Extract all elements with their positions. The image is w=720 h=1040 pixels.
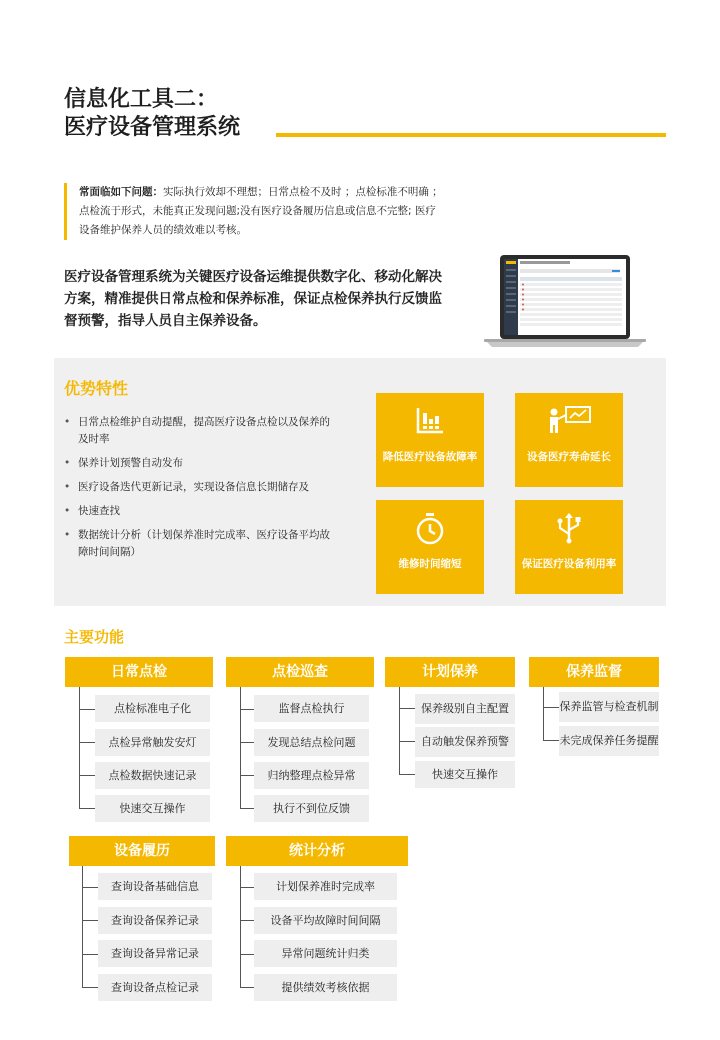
list-item: • 快速查找: [64, 503, 330, 520]
title-line-2: 医疗设备管理系统: [64, 115, 241, 140]
function-item: 未完成保养任务提醒: [559, 726, 659, 756]
function-item: 计划保养准时完成率: [254, 873, 397, 900]
function-item: 查询设备异常记录: [98, 940, 212, 967]
function-item: 保养监管与检查机制: [559, 692, 659, 722]
usb-icon: [554, 512, 584, 544]
function-item: 点检标准电子化: [95, 695, 210, 722]
page-title: [64, 86, 240, 142]
list-item: • 医疗设备迭代更新记录，实现设备信息长期储存及: [64, 479, 330, 496]
functions-title: 主要功能: [64, 628, 125, 646]
problem-text: 实际执行效却不理想；日常点检不及时 ；点检标准不明确 ；点检流于形式，未能真正发现问题;没有医疗设备履历信息或信息不完整; 医疗设备维护保养人员的绩效难以考核。: [79, 186, 443, 236]
stopwatch-icon: [413, 512, 447, 546]
function-item: 查询设备点检记录: [98, 974, 212, 1001]
group-header-planned-maintenance: 计划保养: [385, 657, 515, 687]
group-header-statistics: 统计分析: [226, 836, 408, 866]
function-item: 点检数据快速记录: [95, 762, 210, 789]
tile-label: 设备医疗寿命延长: [527, 451, 611, 463]
function-item: 保养级别自主配置: [415, 694, 515, 724]
list-item: • 日常点检维护自动提醒，提高医疗设备点检以及保养的及时率: [64, 414, 330, 448]
function-item: 异常问题统计归类: [254, 940, 397, 967]
intro-paragraph: 医疗设备管理系统为关键医疗设备运维提供数字化、移动化解决方案，精准提供日常点检和保养标准，保证点检保养执行反馈监督预警，指导人员自主保养设备。: [64, 269, 442, 329]
function-item: 发现总结点检问题: [254, 729, 369, 756]
tile-reduce-failure: [376, 393, 484, 487]
function-item: 执行不到位反馈: [254, 795, 369, 822]
tile-label: 降低医疗设备故障率: [382, 451, 478, 463]
tile-extend-life: [515, 393, 623, 487]
function-item: 快速交互操作: [95, 795, 210, 822]
problem-label: 常面临如下问题：: [79, 186, 163, 198]
title-line-1: 信息化工具二：: [64, 87, 219, 112]
presenter-icon: [544, 405, 594, 435]
function-item: 快速交互操作: [415, 761, 515, 788]
tile-shorter-repair: [376, 500, 484, 594]
advantages-list: [64, 414, 330, 568]
tile-utilization: [515, 500, 623, 594]
advantages-title: 优势特性: [64, 379, 129, 398]
laptop-screenshot-illustration: [484, 253, 646, 349]
list-item: • 保养计划预警自动发布: [64, 455, 330, 472]
tile-label: 保证医疗设备利用率: [521, 558, 617, 570]
bar-chart-icon: [415, 405, 445, 435]
function-item: 查询设备基础信息: [98, 873, 212, 900]
function-item: 查询设备保养记录: [98, 907, 212, 934]
function-item: 监督点检执行: [254, 695, 369, 722]
group-header-equipment-history: 设备履历: [69, 836, 215, 866]
function-item: 提供绩效考核依据: [254, 974, 397, 1001]
group-header-maintenance-supervision: 保养监督: [529, 657, 659, 687]
group-header-daily-inspection: 日常点检: [65, 657, 213, 687]
list-item: • 数据统计分析（计划保养准时完成率、医疗设备平均故障时间间隔）: [64, 527, 330, 561]
function-item: 归纳整理点检异常: [254, 762, 369, 789]
problem-statement: [64, 183, 444, 240]
function-item: 点检异常触发安灯: [95, 729, 210, 756]
group-header-inspection-patrol: 点检巡查: [226, 657, 374, 687]
function-item: 自动触发保养预警: [415, 727, 515, 757]
title-divider: [276, 133, 666, 137]
tile-label: 维修时间缩短: [398, 558, 462, 570]
function-item: 设备平均故障时间间隔: [254, 907, 397, 934]
